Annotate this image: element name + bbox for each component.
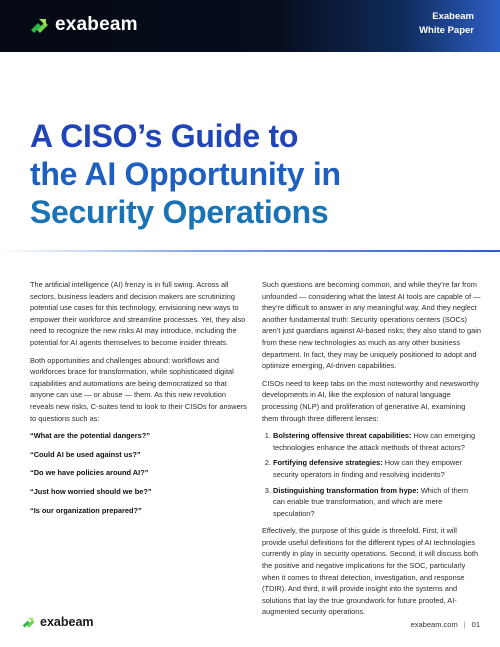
question-item: “Could AI be used against us?” — [30, 449, 141, 459]
lens-label: Distinguishing transformation from hype: — [273, 485, 419, 495]
lens-text: How can emerging technologies enhance the attack methods of threat actors? — [273, 431, 476, 452]
right-column — [262, 279, 482, 624]
list-item — [273, 457, 482, 480]
document-type — [419, 10, 474, 38]
list-item — [273, 430, 482, 453]
page-title — [30, 117, 470, 231]
page-footer — [0, 612, 500, 647]
lenses-intro-paragraph: CISOs need to keep tabs on the most noteworthy and newsworthy developments in AI, like the explosion of natural language processing (NLP) and proliferation of generative AI, examining them through three different lenses: — [262, 378, 479, 423]
footer-logo[interactable] — [22, 615, 94, 629]
page-number: 01 — [471, 620, 480, 629]
exabeam-chevron-logo-icon — [30, 15, 50, 35]
lenses-list — [262, 430, 482, 519]
brand-name: exabeam — [55, 14, 138, 35]
list-item — [273, 485, 482, 520]
question-item: “Do we have policies around AI?” — [30, 468, 149, 478]
lens-label: Bolstering offensive threat capabilities: — [273, 431, 412, 441]
doc-type-label: White Paper — [419, 25, 474, 36]
purpose-paragraph: Effectively, the purpose of this guide is threefold. First, it will provide useful definitions for the different types of AI technologies currently in play in security operations. Second, it will discuss both the positive and negative implications for the SOC, particularly when it comes to threat detection, investigation, and response (TDIR). And third, it will provide insight into the systems and solutions that lay the true groundwork for future proofed, AI-augmented security operations. — [262, 526, 479, 617]
left-column — [30, 279, 250, 523]
question-item: “What are the potential dangers?” — [30, 431, 150, 441]
exabeam-chevron-logo-icon — [22, 615, 36, 629]
lens-label: Fortifying defensive strategies: — [273, 458, 383, 468]
doc-type-company: Exabeam — [432, 11, 474, 22]
question-item: “Just how worried should we be?” — [30, 486, 152, 496]
footer-separator: | — [463, 620, 466, 629]
footer-url[interactable]: exabeam.com — [410, 620, 458, 629]
footer-meta — [411, 620, 480, 629]
lens-text: Which of them can enable true transformation, and which are mere speculation? — [273, 485, 469, 518]
questions-paragraph: Such questions are becoming common, and while they’re far from unfounded — considering what the latest AI tools are capable of — they’re difficult to answer in any meaningful way. And they neglect another fundamental truth: Security operations centers (SOCs) aren’t just guardians against AI-based risks; they also stand to gain from these new technologies as much as any other business department. In fact, they may be uniquely positioned to adopt and optimize emerging, AI-driven capabilities. — [262, 280, 481, 371]
lens-text: How can they empower security operators in finding and resolving incidents? — [273, 458, 462, 479]
title-line-2: the AI Opportunity in — [30, 156, 341, 192]
title-divider — [0, 250, 500, 252]
title-line-1: A CISO’s Guide to — [30, 118, 299, 154]
opportunities-paragraph: Both opportunities and challenges abound: workflows and workforces brace for transformation, while sophisticated digital capabilities and automations are being democratized so that anyone can use — or abuse — them. As this new revolution reveals new risks, C-suites tend to look to their CISOs for answers to questions such as: — [30, 355, 247, 423]
intro-paragraph: The artificial intelligence (AI) frenzy is in full swing. Across all sectors, business leaders and decision makers are scrutinizing potential use cases for this technology, envisioning new ways to empower their workforce and streamline processes. Yet, they also need to recognize the new risks AI may introduce, including the potential for AI agents themselves to become insider threats. — [30, 280, 246, 347]
question-item: “Is our organization prepared?” — [30, 505, 142, 515]
title-line-3: Security Operations — [30, 194, 329, 230]
footer-brand-name: exabeam — [40, 615, 94, 629]
header-logo[interactable] — [30, 14, 138, 36]
header-bar — [0, 0, 500, 52]
